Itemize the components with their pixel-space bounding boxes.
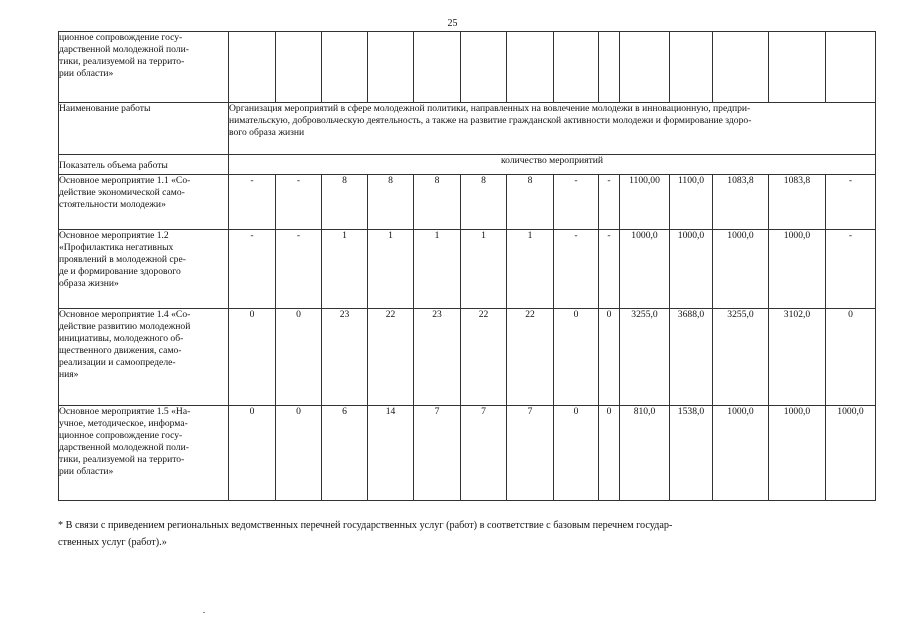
value-cell: -	[826, 230, 876, 309]
value-cell: 1083,8	[769, 175, 826, 230]
value-cell: 0	[554, 309, 599, 406]
value-cell: 22	[461, 309, 507, 406]
value-cell: 810,0	[620, 406, 670, 501]
empty-cell	[713, 32, 769, 103]
value-cell: 1	[368, 230, 414, 309]
value-cell: 23	[414, 309, 461, 406]
value-cell: -	[599, 175, 620, 230]
value-cell: 1000,0	[769, 230, 826, 309]
value-cell: 1083,8	[713, 175, 769, 230]
footnote: * В связи с приведением региональных ведомственных перечней государственных услуг (работ) в соответствие с базовым перечнем государ- ственных услуг (работ).»	[58, 520, 673, 548]
empty-cell	[670, 32, 713, 103]
value-cell: -	[554, 175, 599, 230]
table-row	[59, 175, 876, 230]
value-cell: 7	[461, 406, 507, 501]
value-cell: 0	[276, 309, 322, 406]
value-cell: -	[276, 230, 322, 309]
volume-indicator-label: Показатель объема работы	[59, 155, 229, 175]
empty-cell	[229, 32, 276, 103]
table-row	[59, 32, 876, 103]
table-row	[59, 406, 876, 501]
value-cell: 3255,0	[620, 309, 670, 406]
value-cell: 3688,0	[670, 309, 713, 406]
table-body	[59, 32, 876, 501]
value-cell: 14	[368, 406, 414, 501]
value-cell: 8	[461, 175, 507, 230]
value-cell: 6	[322, 406, 368, 501]
value-cell: 0	[276, 406, 322, 501]
value-cell: 1000,0	[713, 230, 769, 309]
empty-cell	[620, 32, 670, 103]
value-cell: 0	[599, 406, 620, 501]
row-label: Основное мероприятие 1.4 «Со- действие развитию молодежной инициативы, молодежного об- щественного движения, само- реализации и самоопределе- ния»	[59, 309, 229, 406]
row-label: Основное мероприятие 1.2 «Профилактика негативных проявлений в молодежной сре- де и формирование здорового образа жизни»	[59, 230, 229, 309]
value-cell: 22	[507, 309, 554, 406]
empty-cell	[507, 32, 554, 103]
value-cell: 0	[229, 406, 276, 501]
value-cell: 1	[414, 230, 461, 309]
empty-cell	[368, 32, 414, 103]
value-cell: 7	[507, 406, 554, 501]
value-cell: -	[276, 175, 322, 230]
value-cell: 23	[322, 309, 368, 406]
empty-cell	[414, 32, 461, 103]
table-row	[59, 103, 876, 155]
value-cell: 3255,0	[713, 309, 769, 406]
value-cell: 8	[414, 175, 461, 230]
empty-cell	[826, 32, 876, 103]
row-label: Основное мероприятие 1.5 «На- учное, методическое, информа- ционное сопровождение госу- дарственной молодежной поли- тики, реализуемой на террито- рии области»	[59, 406, 229, 501]
table-row	[59, 155, 876, 175]
row-label: Основное мероприятие 1.1 «Со- действие экономической само- стоятельности молодежи»	[59, 175, 229, 230]
empty-cell	[769, 32, 826, 103]
value-cell: -	[554, 230, 599, 309]
work-name-value: Организация мероприятий в сфере молодежной политики, направленных на вовлечение молодежи в инновационную, предпри- нимательскую, добровольческую деятельность, а также на развитие гражданской активности молодежи и формирование здоро- вого образа жизни	[229, 103, 876, 155]
value-cell: 1100,0	[670, 175, 713, 230]
value-cell: -	[229, 175, 276, 230]
value-cell: 3102,0	[769, 309, 826, 406]
row-label: ционное сопровождение госу- дарственной молодежной поли- тики, реализуемой на террито- рии области»	[59, 32, 229, 103]
value-cell: 0	[229, 309, 276, 406]
empty-cell	[322, 32, 368, 103]
value-cell: 8	[368, 175, 414, 230]
table-row	[59, 309, 876, 406]
value-cell: 1000,0	[620, 230, 670, 309]
value-cell: 0	[826, 309, 876, 406]
value-cell: 8	[507, 175, 554, 230]
value-cell: 1	[461, 230, 507, 309]
value-cell: -	[229, 230, 276, 309]
value-cell: 7	[414, 406, 461, 501]
scan-speck	[203, 612, 205, 613]
value-cell: -	[599, 230, 620, 309]
empty-cell	[599, 32, 620, 103]
value-cell: 1000,0	[769, 406, 826, 501]
value-cell: 1000,0	[826, 406, 876, 501]
value-cell: 1000,0	[713, 406, 769, 501]
value-cell: 0	[554, 406, 599, 501]
value-cell: -	[826, 175, 876, 230]
value-cell: 1000,0	[670, 230, 713, 309]
value-cell: 1100,00	[620, 175, 670, 230]
empty-cell	[276, 32, 322, 103]
volume-indicator-value: количество мероприятий	[229, 155, 876, 175]
table-row	[59, 230, 876, 309]
value-cell: 1538,0	[670, 406, 713, 501]
empty-cell	[461, 32, 507, 103]
value-cell: 1	[507, 230, 554, 309]
value-cell: 22	[368, 309, 414, 406]
empty-cell	[554, 32, 599, 103]
work-name-label: Наименование работы	[59, 103, 229, 155]
page-number: 25	[447, 18, 458, 29]
value-cell: 8	[322, 175, 368, 230]
value-cell: 1	[322, 230, 368, 309]
value-cell: 0	[599, 309, 620, 406]
program-table	[58, 31, 876, 501]
